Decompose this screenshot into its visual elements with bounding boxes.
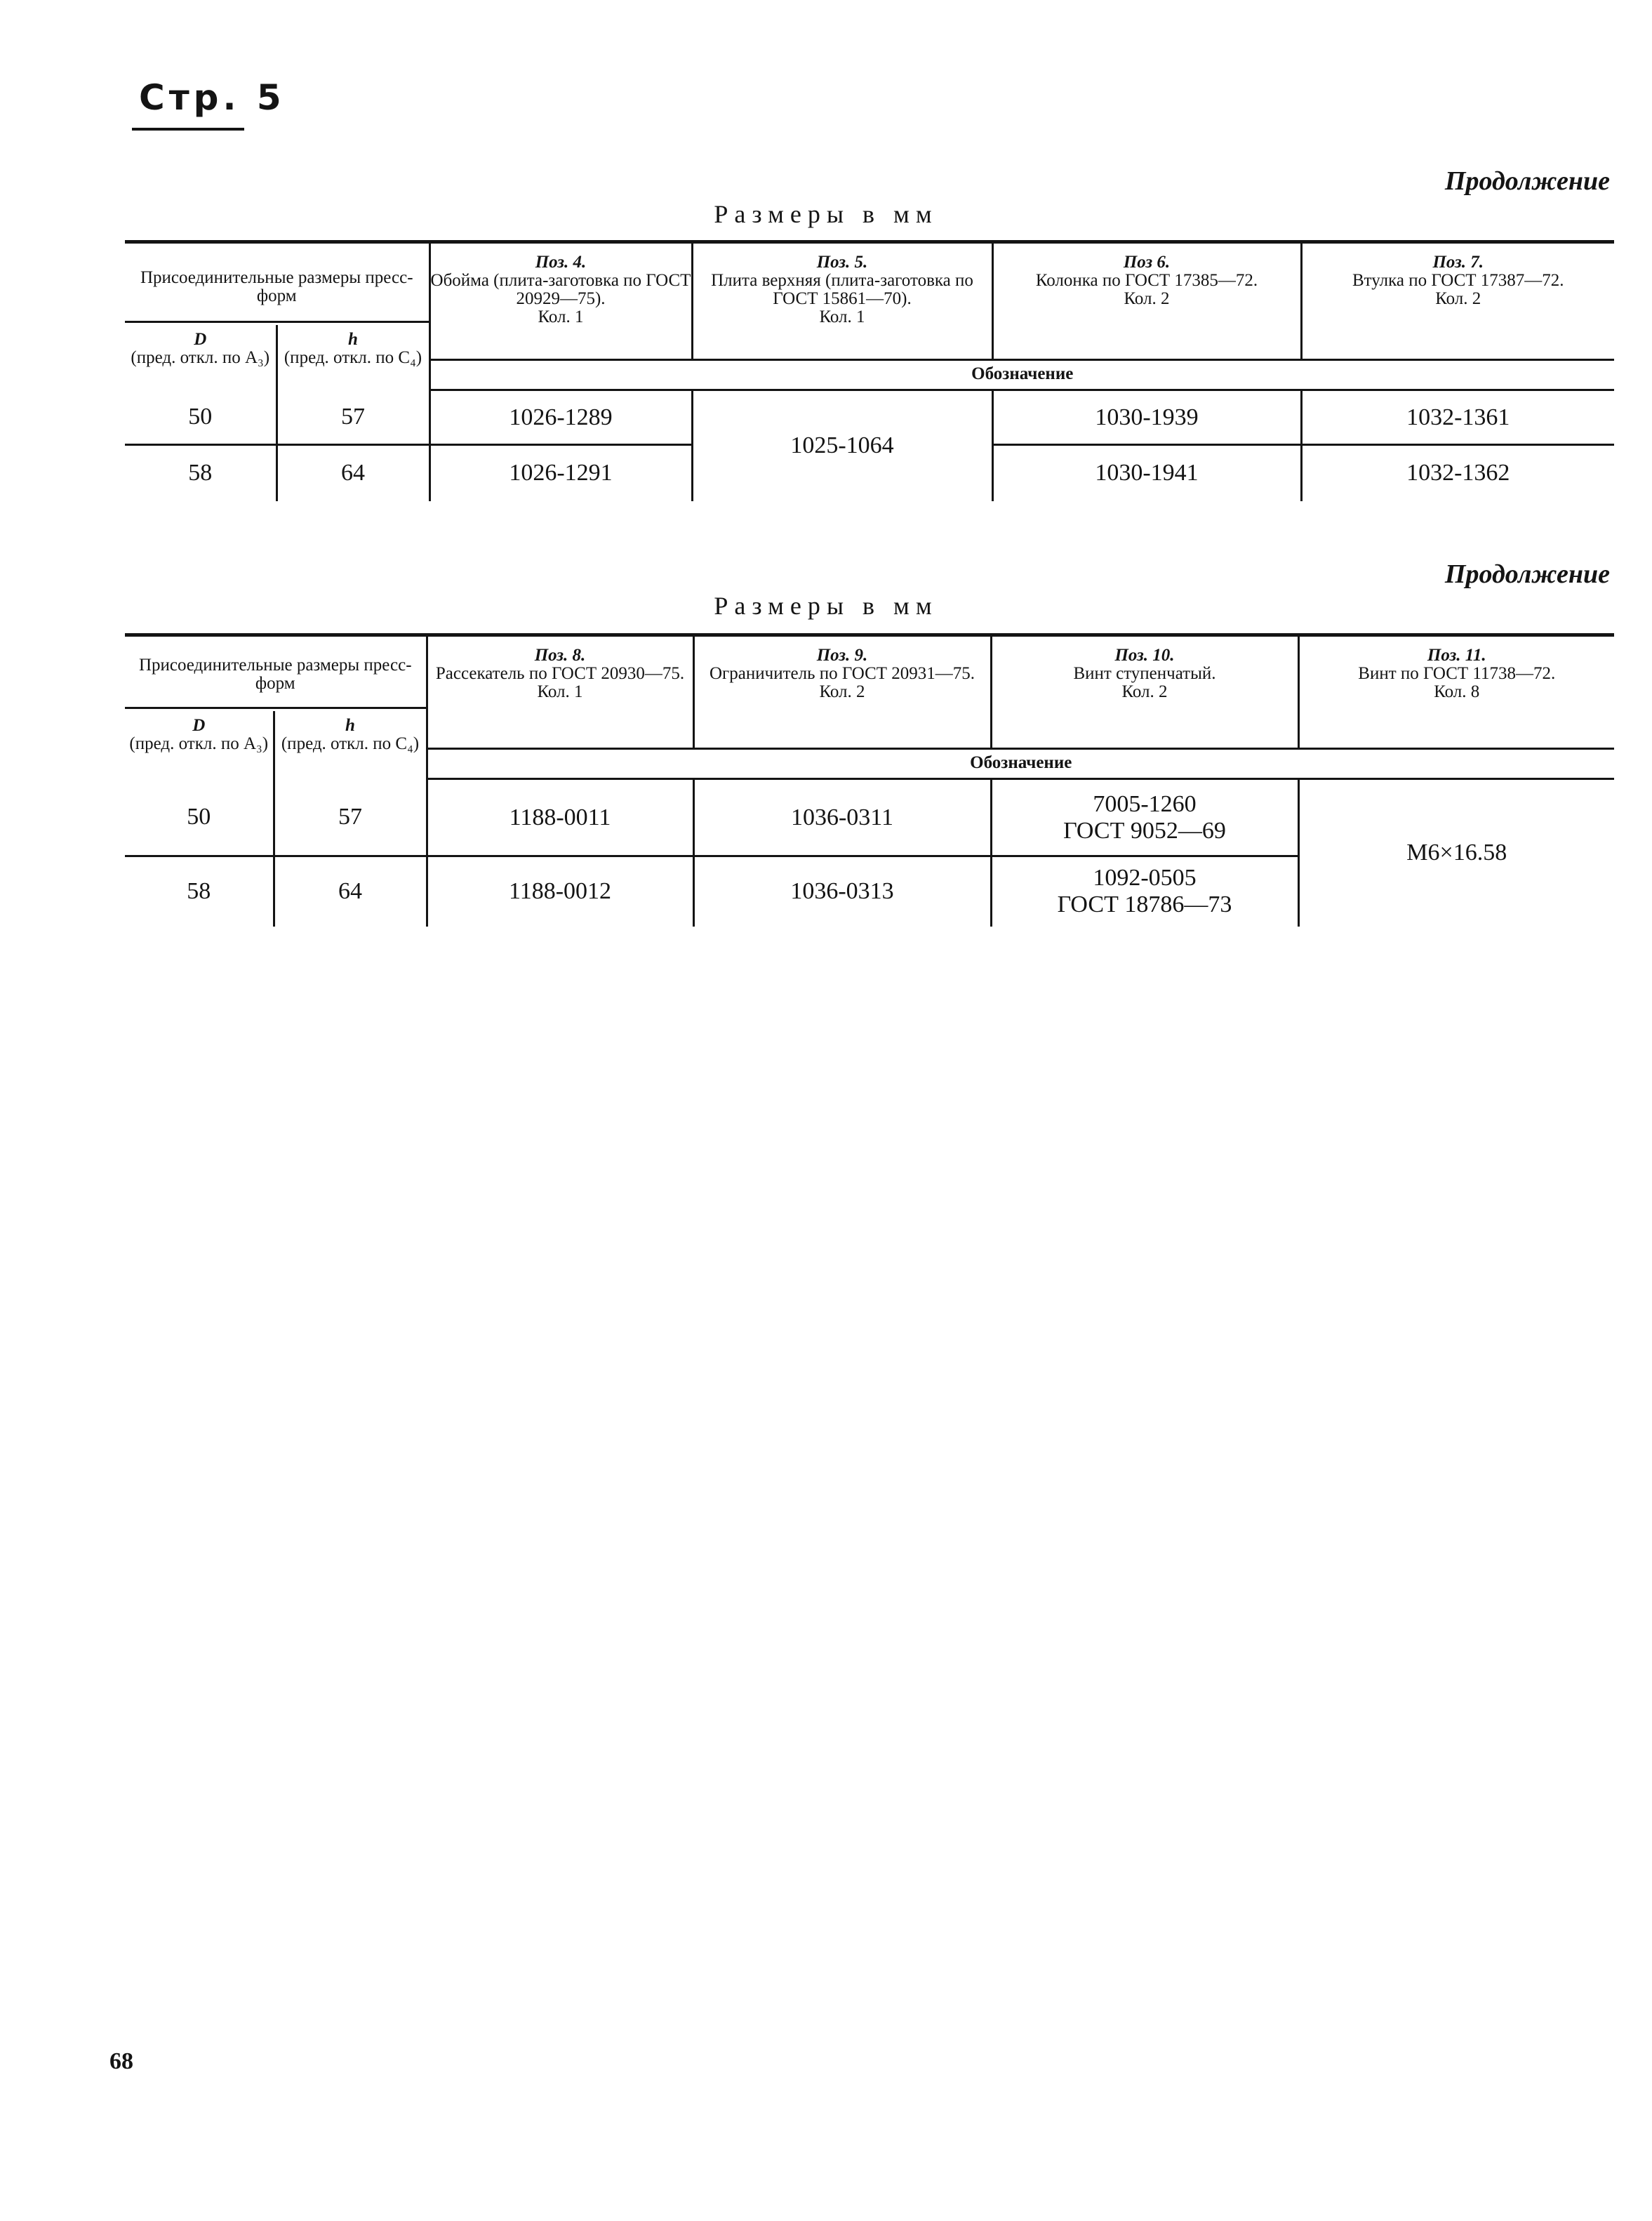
col-header-pos5: Поз. 5. Плита верхняя (плита-заготовка по ГОСТ 15861—70). Кол. 1	[692, 242, 992, 360]
cell-pos4: 1026-1291	[429, 445, 692, 501]
col-header-pos8: Поз. 8. Рассекатель по ГОСТ 20930—75. Кол. 1	[427, 635, 693, 749]
cell-D: 58	[188, 460, 213, 486]
header-underline	[132, 128, 244, 131]
cell-h: 57	[277, 390, 429, 445]
group-header: Присоединительные размеры пресс-форм	[125, 242, 429, 325]
designation-header: Обозначение	[427, 749, 1614, 779]
cell-pos9: 1036-0313	[693, 856, 991, 927]
col-header-pos7: Поз. 7. Втулка по ГОСТ 17387—72. Кол. 2	[1301, 242, 1614, 360]
cell-pos6: 1030-1939	[992, 390, 1301, 445]
page-header-number: Стр. 5	[139, 77, 286, 118]
continuation-label-1: Продолжение	[1444, 166, 1610, 196]
col-header-pos11: Поз. 11. Винт по ГОСТ 11738—72. Кол. 8	[1298, 635, 1614, 749]
cell-pos10: 7005-1260 ГОСТ 9052—69	[991, 779, 1298, 856]
cell-h: 64	[277, 445, 429, 501]
cell-h: 57	[274, 779, 427, 856]
continuation-label-2: Продолжение	[1444, 559, 1610, 589]
cell-pos11: M6×16.58	[1298, 779, 1614, 927]
cell-pos10: 1092-0505 ГОСТ 18786—73	[991, 856, 1298, 927]
col-header-pos4: Поз. 4. Обойма (плита-заготовка по ГОСТ 20929—75). Кол. 1	[429, 242, 692, 360]
sub-header-D: D (пред. откл. по A₃)	[131, 329, 270, 367]
col-header-pos6: Поз 6. Колонка по ГОСТ 17385—72. Кол. 2	[992, 242, 1301, 360]
cell-D: 58	[187, 878, 211, 905]
cell-pos7: 1032-1362	[1301, 445, 1614, 501]
col-header-pos10: Поз. 10. Винт ступенчатый. Кол. 2	[991, 635, 1298, 749]
units-caption-2: Размеры в мм	[714, 592, 938, 620]
sub-header-h: h (пред. откл. по C₄)	[277, 325, 429, 390]
sub-header-D: D (пред. откл. по A₃)	[129, 715, 269, 753]
page-number: 68	[109, 2048, 133, 2074]
col-header-pos9: Поз. 9. Ограничитель по ГОСТ 20931—75. Кол. 2	[693, 635, 991, 749]
dimensions-table-1	[125, 240, 1614, 501]
cell-h: 64	[274, 856, 427, 927]
cell-D: 50	[125, 390, 277, 445]
dimensions-table-2	[125, 633, 1614, 927]
group-header: Присоединительные размеры пресс-форм	[125, 635, 427, 711]
cell-pos8: 1188-0011	[427, 779, 693, 856]
cell-pos8: 1188-0012	[427, 856, 693, 927]
designation-header: Обозначение	[429, 360, 1614, 390]
cell-pos9: 1036-0311	[693, 779, 991, 856]
units-caption-1: Размеры в мм	[714, 200, 938, 228]
cell-pos4: 1026-1289	[429, 390, 692, 445]
cell-pos5: 1025-1064	[692, 390, 992, 501]
sub-header-h: h (пред. откл. по C₄)	[274, 711, 427, 779]
cell-pos7: 1032-1361	[1301, 390, 1614, 445]
cell-D: 50	[125, 779, 274, 856]
cell-pos6: 1030-1941	[992, 445, 1301, 501]
